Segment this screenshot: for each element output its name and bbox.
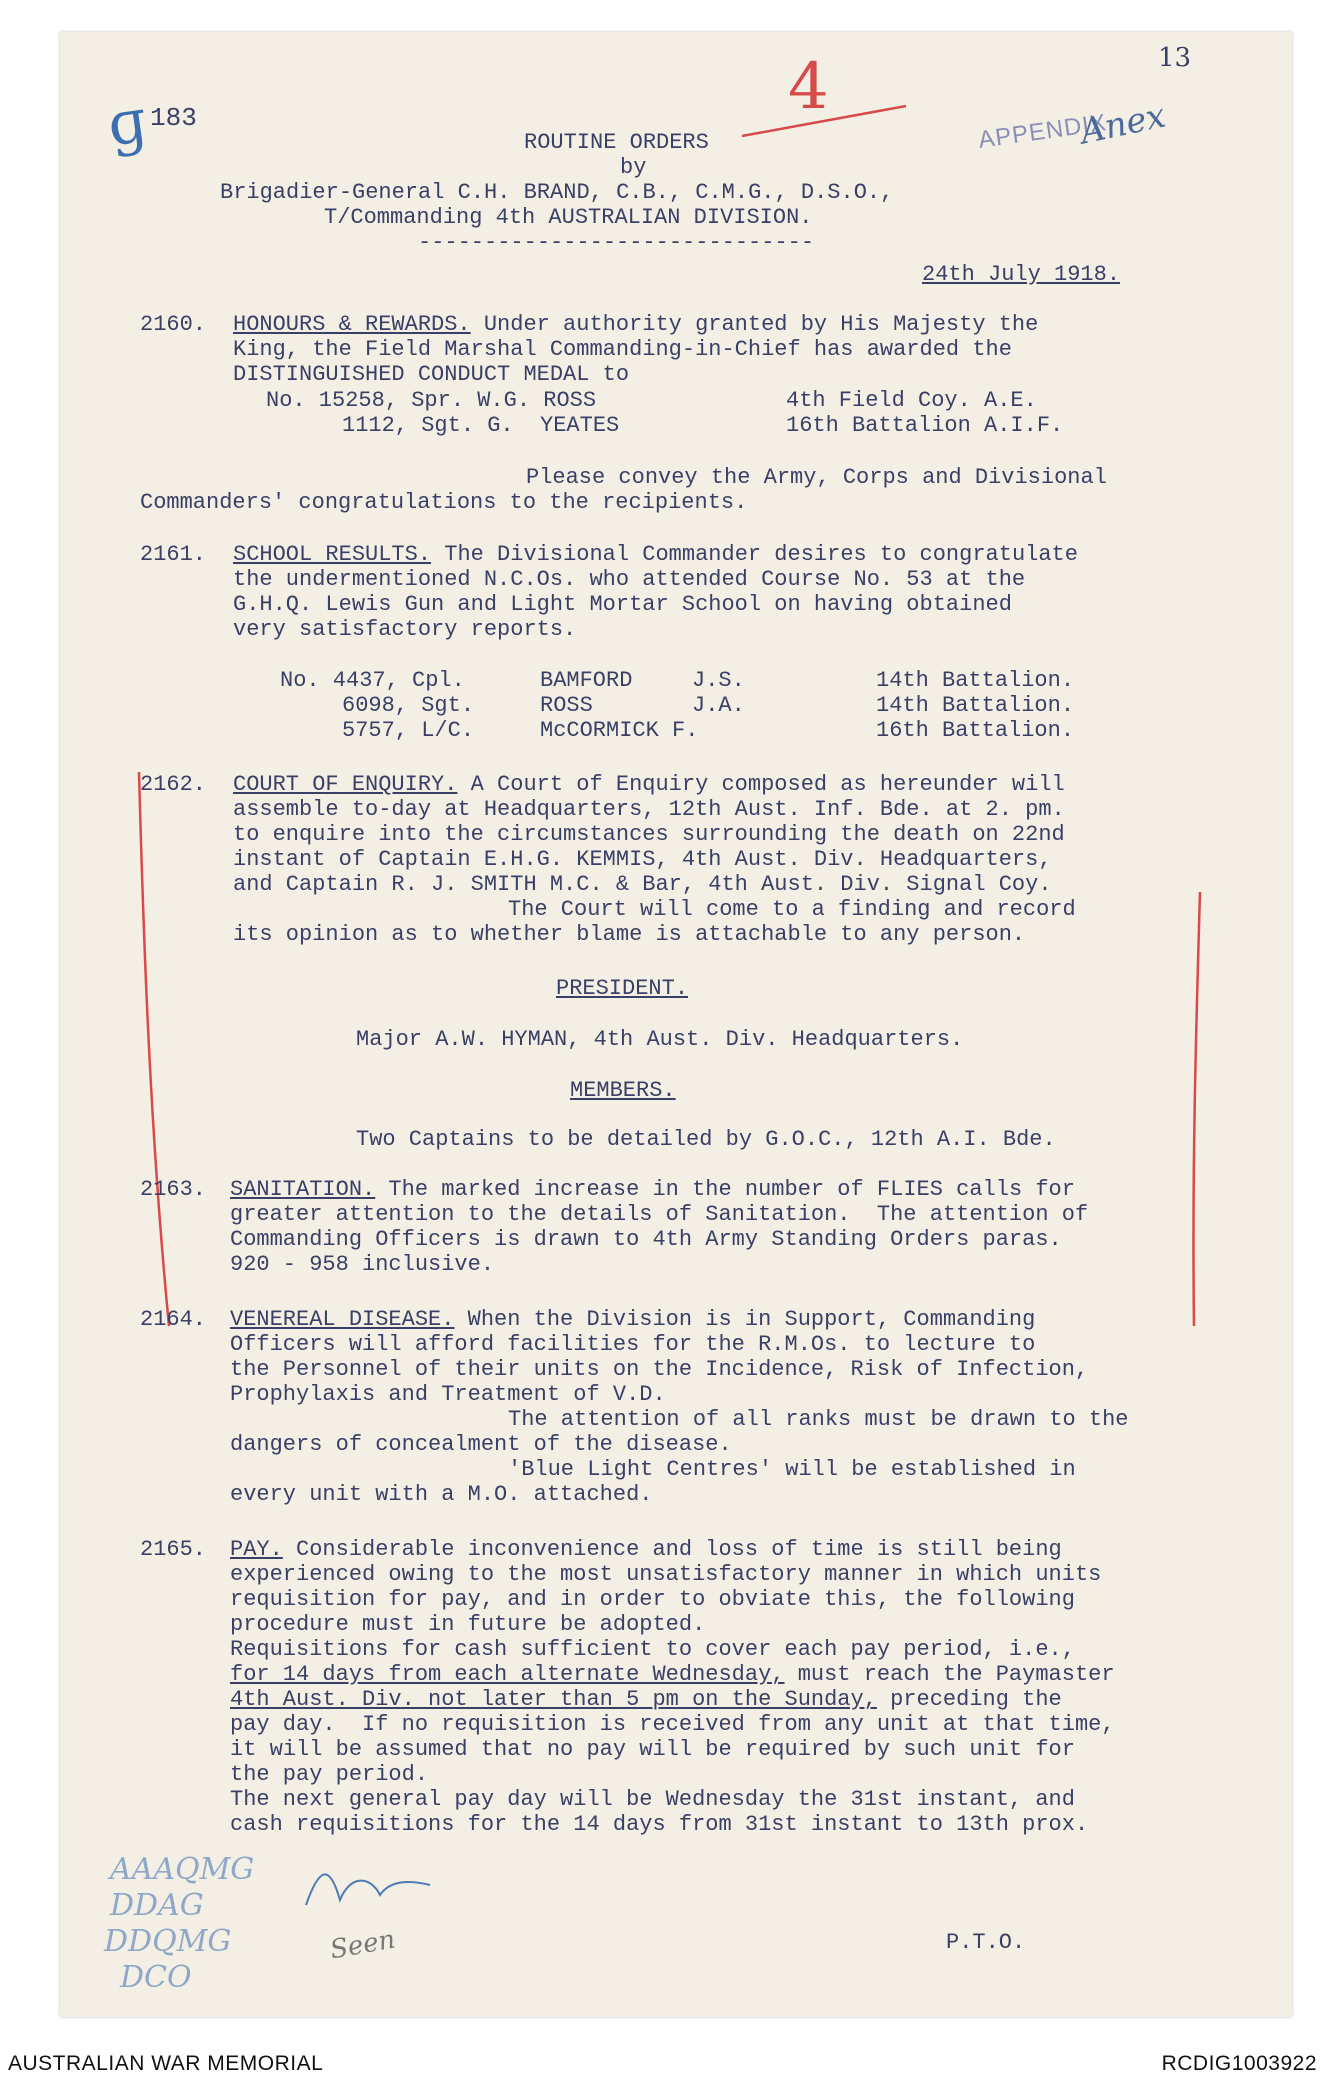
order-2163-line: greater attention to the details of Sanitation. The attention of: [230, 1202, 1089, 1227]
course-unit: 16th Battalion.: [876, 718, 1075, 743]
order-2161-number: 2161.: [140, 542, 207, 567]
medal-recipient-unit: 4th Field Coy. A.E.: [786, 388, 1037, 413]
order-2165-line: procedure must in future be adopted.: [230, 1612, 706, 1637]
order-2162-line: The Court will come to a finding and record: [508, 897, 1076, 922]
order-2165-line: The next general pay day will be Wednesday the 31st instant, and: [230, 1787, 1075, 1812]
order-2162-heading: COURT OF ENQUIRY.: [233, 772, 458, 797]
footer-record-id: RCDIG1003922: [1161, 2052, 1317, 2075]
order-2165-line: it will be assumed that no pay will be required by such unit for: [230, 1737, 1075, 1762]
order-2160-heading: HONOURS & REWARDS.: [233, 312, 471, 337]
course-no: 6098, Sgt.: [342, 693, 475, 718]
order-2164-text: VENEREAL DISEASE. When the Division is in Support, Commanding: [230, 1307, 1036, 1332]
order-2163-line: 920 - 958 inclusive.: [230, 1252, 495, 1277]
order-2162-line: assemble to-day at Headquarters, 12th Aust. Inf. Bde. at 2. pm.: [233, 797, 1065, 822]
course-unit: 14th Battalion.: [876, 668, 1075, 693]
order-2162-line: its opinion as to whether blame is attachable to any person.: [233, 922, 1026, 947]
order-2164-line: dangers of concealment of the disease.: [230, 1432, 732, 1457]
red-margin-line-left: [135, 770, 175, 1330]
course-no: No. 4437, Cpl.: [280, 668, 465, 693]
red-margin-line-right: [1180, 890, 1210, 1330]
course-no: 5757, L/C.: [342, 718, 475, 743]
order-2161-line: very satisfactory reports.: [233, 617, 577, 642]
order-2165-number: 2165.: [140, 1537, 207, 1562]
order-2162-number: 2162.: [140, 772, 207, 797]
course-initials: J.A.: [692, 693, 745, 718]
header-divider: ------------------------------: [418, 230, 815, 255]
course-initials: J.S.: [692, 668, 745, 693]
order-2163-heading: SANITATION.: [230, 1177, 376, 1202]
order-2161-text: SCHOOL RESULTS. The Divisional Commander desires to congratulate: [233, 542, 1078, 567]
members-detail: Two Captains to be detailed by G.O.C., 12th A.I. Bde.: [356, 1127, 1056, 1152]
order-2163-line: Commanding Officers is drawn to 4th Army Standing Orders paras.: [230, 1227, 1062, 1252]
order-date: 24th July 1918.: [922, 262, 1121, 287]
order-2165-line: 4th Aust. Div. not later than 5 pm on the Sunday, preceding the: [230, 1687, 1062, 1712]
pencil-distribution-mark: AAAQMG: [110, 1852, 255, 1887]
order-2163-number: 2163.: [140, 1177, 207, 1202]
medal-recipient: No. 15258, Spr. W.G. ROSS: [266, 388, 597, 413]
order-2160-number: 2160.: [140, 312, 207, 337]
president-name: Major A.W. HYMAN, 4th Aust. Div. Headquarters.: [356, 1027, 964, 1052]
order-2164-line: the Personnel of their units on the Incidence, Risk of Infection,: [230, 1357, 1089, 1382]
pencil-initials-top-right: Anex: [1076, 95, 1169, 153]
order-2160-line: Commanders' congratulations to the recipients.: [140, 490, 748, 515]
order-2163-text: SANITATION. The marked increase in the number of FLIES calls for: [230, 1177, 1075, 1202]
pto-note: P.T.O.: [946, 1930, 1026, 1955]
order-2164-line: every unit with a M.O. attached.: [230, 1482, 653, 1507]
order-2164-line: 'Blue Light Centres' will be established in: [508, 1457, 1076, 1482]
pencil-distribution-mark: DDQMG: [104, 1924, 232, 1959]
header-title: ROUTINE ORDERS: [524, 130, 709, 155]
pencil-seen-note: Seen: [327, 1924, 398, 1966]
header-by: by: [620, 155, 647, 180]
order-2161-line: the undermentioned N.C.Os. who attended Course No. 53 at the: [233, 567, 1026, 592]
order-2160-line: DISTINGUISHED CONDUCT MEDAL to: [233, 362, 630, 387]
order-2165-line: pay day. If no requisition is received from any unit at that time,: [230, 1712, 1115, 1737]
order-2160-line: Please convey the Army, Corps and Divisional: [526, 465, 1107, 490]
course-name: McCORMICK F.: [540, 718, 699, 743]
order-2162-text: COURT OF ENQUIRY. A Court of Enquiry composed as hereunder will: [233, 772, 1065, 797]
order-2165-line: the pay period.: [230, 1762, 429, 1787]
order-2165-line: cash requisitions for the 14 days from 31st instant to 13th prox.: [230, 1812, 1089, 1837]
red-pencil-underline: [740, 100, 910, 140]
header-issuer: Brigadier-General C.H. BRAND, C.B., C.M.G., D.S.O.,: [220, 180, 894, 205]
order-2164-line: The attention of all ranks must be drawn to the: [508, 1407, 1129, 1432]
red-pencil-number: 4: [788, 50, 829, 124]
pencil-signature-scribble: [300, 1855, 440, 1915]
medal-recipient: 1112, Sgt. G. YEATES: [342, 413, 620, 438]
order-2162-line: to enquire into the circumstances surrounding the death on 22nd: [233, 822, 1065, 847]
members-heading: MEMBERS.: [570, 1078, 676, 1103]
order-2161-heading: SCHOOL RESULTS.: [233, 542, 432, 567]
course-name: ROSS: [540, 693, 593, 718]
order-2165-line: experienced owing to the most unsatisfactory manner in which units: [230, 1562, 1102, 1587]
order-2160-text: HONOURS & REWARDS. Under authority granted by His Majesty the: [233, 312, 1039, 337]
order-2164-heading: VENEREAL DISEASE.: [230, 1307, 455, 1332]
order-2165-line: Requisitions for cash sufficient to cover each pay period, i.e.,: [230, 1637, 1075, 1662]
order-2165-line: for 14 days from each alternate Wednesday, must reach the Paymaster: [230, 1662, 1115, 1687]
order-2165-heading: PAY.: [230, 1537, 283, 1562]
order-2164-line: Officers will afford facilities for the R.M.Os. to lecture to: [230, 1332, 1036, 1357]
order-2165-line: requisition for pay, and in order to obviate this, the following: [230, 1587, 1075, 1612]
folio-number-top-right: 13: [1158, 43, 1192, 73]
appendix-stamp: APPENDIX: [976, 109, 1109, 154]
course-name: BAMFORD: [540, 668, 633, 693]
course-unit: 14th Battalion.: [876, 693, 1075, 718]
medal-recipient-unit: 16th Battalion A.I.F.: [786, 413, 1064, 438]
president-heading: PRESIDENT.: [556, 976, 689, 1001]
order-2160-line: King, the Field Marshal Commanding-in-Chief has awarded the: [233, 337, 1012, 362]
order-2161-line: G.H.Q. Lewis Gun and Light Mortar School on having obtained: [233, 592, 1012, 617]
order-2164-line: Prophylaxis and Treatment of V.D.: [230, 1382, 666, 1407]
pencil-scribble-top-left: ɡ: [103, 85, 152, 161]
order-2164-number: 2164.: [140, 1307, 207, 1332]
order-2162-line: and Captain R. J. SMITH M.C. & Bar, 4th Aust. Div. Signal Coy.: [233, 872, 1052, 897]
page-number-top-left: 183: [150, 103, 197, 133]
header-command: T/Commanding 4th AUSTRALIAN DIVISION.: [324, 205, 813, 230]
order-2162-line: instant of Captain E.H.G. KEMMIS, 4th Aust. Div. Headquarters,: [233, 847, 1052, 872]
order-2165-text: PAY. Considerable inconvenience and loss of time is still being: [230, 1537, 1062, 1562]
pencil-distribution-mark: DCO: [120, 1960, 192, 1995]
pencil-distribution-mark: DDAG: [110, 1888, 204, 1923]
footer-archive-name: AUSTRALIAN WAR MEMORIAL: [8, 2052, 324, 2075]
